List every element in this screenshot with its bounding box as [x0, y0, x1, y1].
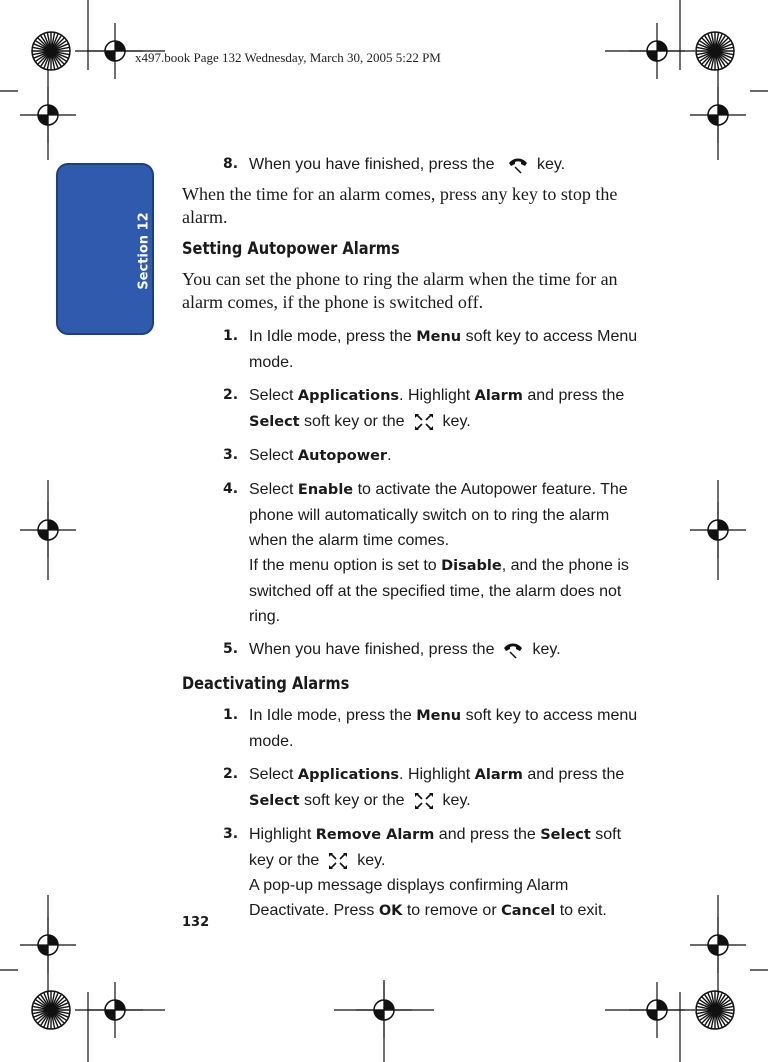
section-tab-label: Section 12: [136, 212, 152, 290]
step-text: key.: [532, 641, 561, 658]
step-text: Select: [249, 766, 298, 783]
deactivate-steps: [182, 703, 644, 924]
step-number: 1.: [223, 707, 239, 723]
step-text: Highlight: [249, 826, 316, 843]
step-text: A pop-up message displays confirming Alarm Deactivate. Press: [249, 877, 569, 919]
step-text: and press the: [522, 766, 625, 783]
autopower-steps: [182, 324, 644, 662]
step-text: When you have finished, press the: [249, 156, 495, 173]
step-number: 2.: [223, 766, 239, 782]
step-text: , and the phone is switched off at the specified time, the alarm does not ring.: [249, 557, 629, 625]
list-item: [182, 324, 644, 375]
step-text: key.: [442, 792, 471, 809]
step-text: to exit.: [555, 902, 607, 919]
step-text: key.: [357, 852, 386, 869]
applications-label: Applications: [297, 767, 400, 783]
menu-softkey-label: Menu: [416, 708, 462, 724]
disable-label: Disable: [441, 558, 502, 574]
select-softkey-label: Select: [540, 827, 591, 843]
step-note: [249, 873, 644, 924]
step-text: Select: [249, 447, 298, 464]
applications-label: Applications: [297, 388, 400, 404]
step-number: 1.: [223, 328, 239, 344]
section-heading-deactivating: Deactivating Alarms: [182, 674, 350, 694]
intro-paragraph: When the time for an alarm comes, press any key to stop the alarm.: [182, 184, 618, 227]
step-number: 2.: [223, 387, 239, 403]
list-item: [182, 822, 644, 924]
step-text: key.: [442, 413, 471, 430]
step-text: soft key or the: [299, 413, 405, 430]
step-text: key.: [536, 156, 566, 173]
end-key-icon: [505, 154, 531, 176]
step-text: In Idle mode, press the: [249, 328, 417, 345]
list-item: [182, 477, 644, 629]
autopower-paragraph: You can set the phone to ring the alarm when the time for an alarm comes, if the phone is switched off.: [182, 269, 618, 312]
step-text: . Highlight: [399, 387, 475, 404]
list-item: [182, 383, 644, 435]
step-text: When you have finished, press the: [249, 641, 495, 658]
step-text: Select: [249, 387, 298, 404]
step-text: In Idle mode, press the: [249, 707, 417, 724]
cancel-label: Cancel: [501, 903, 556, 919]
book-info-header: x497.book Page 132 Wednesday, March 30, 2005 5:22 PM: [135, 50, 441, 65]
step-text: soft key or the: [249, 826, 622, 869]
step-note: [249, 553, 644, 629]
ok-navigation-key-icon: [325, 850, 351, 872]
ok-navigation-key-icon: [411, 790, 437, 812]
end-key-icon: [500, 639, 526, 661]
step-number: 3.: [223, 826, 239, 842]
step-text: and press the: [434, 826, 541, 843]
menu-softkey-label: Menu: [416, 329, 462, 345]
section-tab: [56, 163, 154, 335]
alarm-label: Alarm: [474, 767, 523, 783]
alarm-label: Alarm: [474, 388, 523, 404]
select-softkey-label: Select: [249, 793, 300, 809]
select-softkey-label: Select: [249, 414, 300, 430]
step-text: soft key or the: [299, 792, 405, 809]
remove-alarm-label: Remove Alarm: [315, 827, 435, 843]
step-number: 5.: [223, 641, 239, 657]
step-text: soft key to access Menu mode.: [249, 328, 638, 371]
ok-navigation-key-icon: [411, 411, 437, 433]
list-item: [182, 762, 644, 814]
page-number: 132: [182, 915, 210, 930]
step-text: and press the: [522, 387, 625, 404]
list-item: [182, 703, 644, 754]
step-text: to activate the Autopower feature. The phone will automatically switch on to ring the alarm when the alarm time comes.: [249, 481, 628, 549]
step-text: to remove or: [402, 902, 502, 919]
step-text: If the menu option is set to: [249, 557, 442, 574]
step-text: Select: [249, 481, 298, 498]
step-number: 3.: [223, 447, 239, 463]
step-text: soft key to access menu mode.: [249, 707, 638, 750]
step-number: 8.: [223, 156, 239, 172]
enable-label: Enable: [297, 482, 354, 498]
section-heading-autopower: Setting Autopower Alarms: [182, 239, 400, 259]
step-text: .: [387, 447, 392, 464]
intro-step: [182, 152, 644, 177]
step-text: . Highlight: [399, 766, 475, 783]
step-number: 4.: [223, 481, 239, 497]
list-item: [182, 443, 644, 469]
page-content: [182, 152, 644, 936]
ok-label: OK: [378, 903, 403, 919]
list-item: [182, 637, 644, 662]
autopower-label: Autopower: [297, 448, 388, 464]
